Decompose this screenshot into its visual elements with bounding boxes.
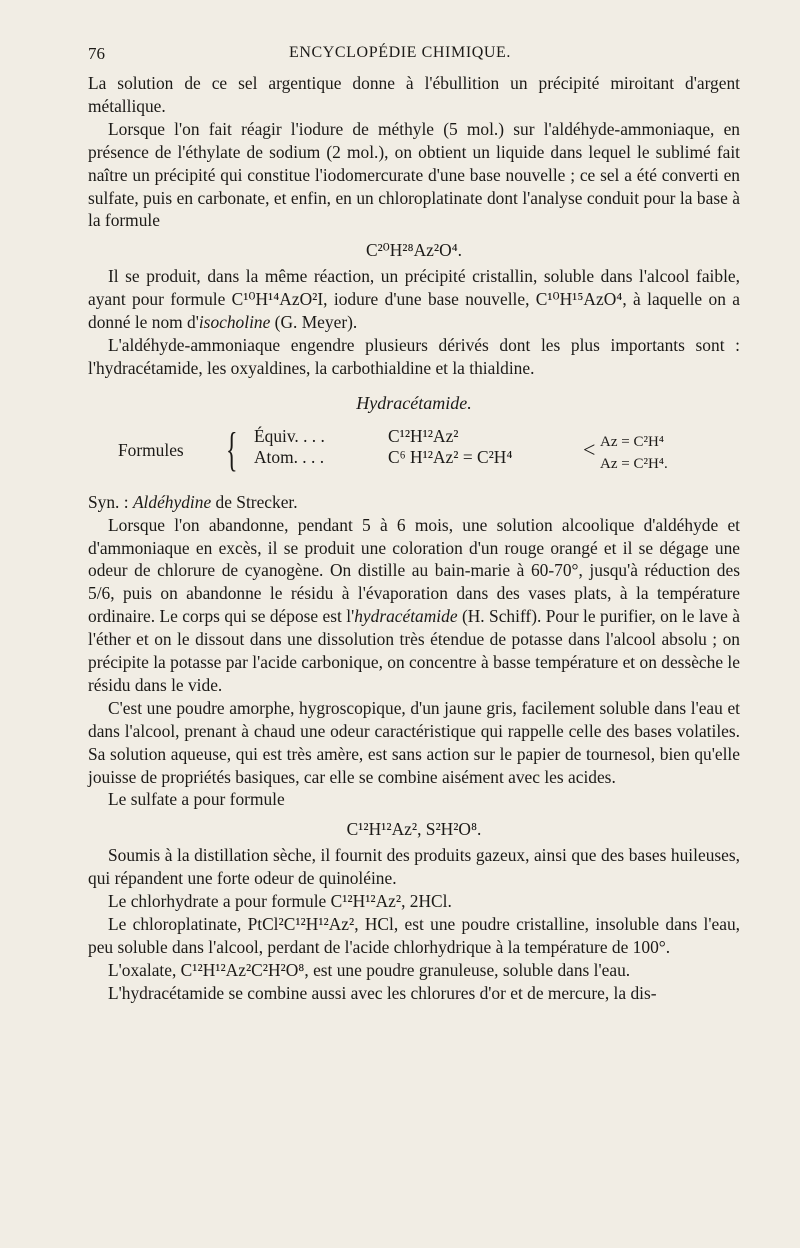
text-fragment: (G. Meyer). [270, 312, 358, 333]
paragraph-oxalate: L'oxalate, C¹²H¹²Az²C²H²O⁸, est une poudre granuleuse, soluble dans l'eau. [108, 959, 631, 980]
paragraph-chlorhydrate: Le chlorhydrate a pour formule C¹²H¹²Az², 2HCl. [108, 891, 452, 912]
az-upper: Az = C²H⁴ [600, 433, 665, 450]
paragraph-properties: C'est une poudre amorphe, hygroscopique, d'un jaune gris, facilement soluble dans l'eau et dans l'alcool, prenant à chaud une odeur caractéristique qui rappelle celle des bases volatiles. Sa solution aqueuse, qui est très amère, est sans action sur le papier de tournesol, bien qu'elle jouisse de propriétés basiques, car elle se combine aisément avec les acides. [88, 697, 740, 787]
text-fragment: de Strecker. [211, 491, 298, 512]
hydracetamide-term: hydracétamide [354, 606, 458, 627]
text-fragment: (H. Schiff). Pour le purifier, on le lave à l'éther et on le dissout dans une dissolution très étendue de potasse dans l'alcool absolu ; on précipite la potasse par l'acide carbonique, on concentre à basse température et on dessèche le résidu dans le vide. [88, 606, 740, 695]
paragraph-isocholine [88, 265, 740, 334]
formulas-label: Formules [118, 439, 184, 460]
aldehydine-term: Aldéhydine [132, 491, 212, 512]
text-fragment: Il se produit, dans la même réaction, un précipité cristallin, soluble dans l'alcool faible, ayant pour formule C¹⁰H¹⁴AzO²I, iodure d'une base nouvelle, C¹⁰H¹⁵AzO⁴, à laquelle on a donné le nom d' [88, 266, 740, 333]
section-title: Hydracétamide. [356, 392, 472, 413]
page-body [88, 72, 740, 1005]
formula-base: C²⁰H²⁸Az²O⁴. [365, 240, 463, 261]
paragraph-derivatives: L'aldéhyde-ammoniaque engendre plusieurs dérivés dont les plus importants sont : l'hydracétamide, les oxyaldines, la carbothialdine et la thialdine. [88, 334, 740, 378]
paragraph-combination: L'hydracétamide se combine aussi avec les chlorures d'or et de mercure, la dis- [108, 982, 657, 1003]
paragraph-methyl-iodide: Lorsque l'on fait réagir l'iodure de méthyle (5 mol.) sur l'aldéhyde-ammoniaque, en présence de l'éthylate de sodium (2 mol.), on obtient un liquide dans lequel le sublimé fait naître un précipité qui constitue l'iodomercurate d'une base nouvelle ; ce sel a été converti en sulfate, puis en carbonate, et enfin, en un chloroplatinate dont l'analyse conduit pour la base à la formule [88, 118, 740, 231]
formulas-block [88, 422, 740, 481]
header-title: ENCYCLOPÉDIE CHIMIQUE. [288, 44, 512, 61]
paragraph-sulfate: Le sulfate a pour formule [108, 789, 285, 810]
isocholine-term: isocholine [198, 312, 271, 333]
text-fragment: Lorsque l'on abandonne, pendant 5 à 6 mois, une solution alcoolique d'aldéhyde et d'ammoniaque en excès, il se produit une coloration d'un rouge orangé et il se dégage une odeur de chlorure de cyanogène. On distille au bain-marie à 60-70°, jusqu'à réduction des 5/6, puis on abandonne le résidu à l'évaporation dans des vases plats, à la température ordinaire. Le corps qui se dépose est l' [88, 514, 740, 627]
paragraph-silver-solution: La solution de ce sel argentique donne à l'ébullition un précipité miroitant d'argent métallique. [88, 73, 740, 116]
atom-label: Atom. . . . [254, 446, 325, 467]
paragraph-chloroplatinate: Le chloroplatinate, PtCl²C¹²H¹²Az², HCl, est une poudre cristalline, insoluble dans l'eau, peu soluble dans l'alcool, perdant de l'acide chlorhydrique à la température de 100°. [88, 914, 740, 957]
paragraph-preparation [88, 514, 740, 697]
paragraph-distillation: Soumis à la distillation sèche, il fournit des produits gazeux, ainsi que des bases huileuses, qui répandent une forte odeur de quinoléine. [88, 845, 740, 889]
brace-icon: { [226, 422, 238, 476]
equiv-formula: C¹²H¹²Az² [388, 425, 459, 446]
page-number: 76 [88, 44, 105, 63]
text-fragment: Syn. : [88, 491, 133, 512]
equiv-label: Équiv. . . . [254, 425, 325, 446]
az-lower: Az = C²H⁴. [600, 455, 668, 472]
running-head [0, 44, 800, 68]
branch-symbol: < [583, 436, 596, 462]
formula-sulfate: C¹²H¹²Az², S²H²O⁸. [346, 819, 482, 840]
paragraph-syn [88, 491, 740, 514]
atom-formula: C⁶ H¹²Az² = C²H⁴ [388, 446, 513, 467]
